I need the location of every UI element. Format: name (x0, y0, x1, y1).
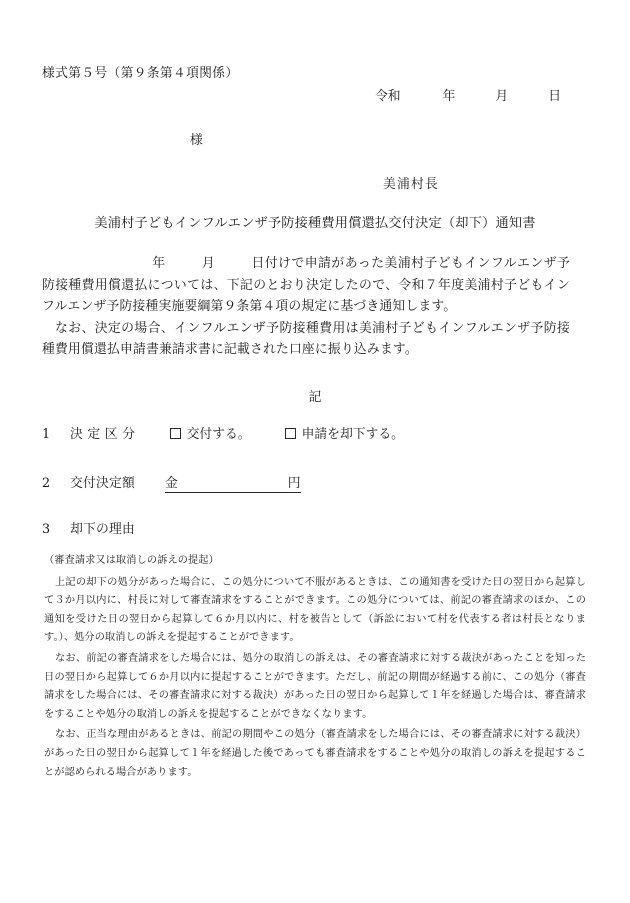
ki-mark: 記 (308, 390, 322, 405)
checkbox-grant-icon[interactable] (170, 428, 181, 439)
legal-notice-block (44, 552, 586, 784)
choice-grant-label: 交付する。 (186, 427, 251, 442)
body-paragraph-2: なお、決定の場合、インフルエンザ予防接種費用は美浦村子どもインフルエンザ予防接種費用償還払申請書兼請求書に記載された口座に振り込みます。 (42, 320, 570, 357)
amount-prefix-label: 金 (164, 476, 178, 491)
body-text-block (42, 253, 570, 361)
recipient-honorific: 様 (190, 133, 203, 148)
month-unit-inline: 月 (201, 256, 216, 271)
item-3-label: 却下の理由 (70, 522, 135, 537)
amount-suffix-label: 円 (287, 476, 301, 491)
issuer-name: 美浦村長 (383, 177, 439, 192)
month-unit-label: 月 (495, 89, 509, 104)
item-rejection-reason (42, 518, 135, 537)
year-unit-inline: 年 (152, 256, 166, 271)
amount-input-field[interactable] (165, 472, 301, 493)
item-3-number: 3 (42, 522, 51, 537)
legal-paragraph-3: なお、正当な理由があるときは、前記の期間やこの処分（審査請求をした場合には、その審査請求に対する裁決）があった日の翌日から起算して１年を経過した後であっても審査請求をすることや処分の取消しの訴えを提起することが認められる場合があります。 (44, 729, 586, 778)
item-decided-amount (42, 472, 301, 493)
item-2-label: 交付決定額 (70, 476, 135, 491)
legal-paragraph-2: なお、前記の審査請求をした場合には、処分の取消しの訴えは、その審査請求に対する裁決があったことを知った日の翌日から起算して６か月以内に提起することができます。ただし、前記の期間が経過する前に、この処分（審査請求をした場合には、その審査請求に対する裁決）があった日の翌日から起算して１年を経過した場合は、審査請求をすることや処分の取消しの訴えを提起することができなくなります。 (44, 652, 586, 720)
day-unit-label: 日 (548, 89, 561, 104)
item-1-label: 決定区分 (70, 427, 140, 442)
legal-notice-heading: （審査請求又は取消しの訴えの提起） (44, 555, 219, 566)
checkbox-reject-icon[interactable] (285, 428, 296, 439)
legal-paragraph-1: 上記の却下の処分があった場合に、この処分について不服があるときは、この通知書を受けた日の翌日から起算して３か月以内に、村長に対して審査請求をすることができます。この処分については、前記の審査請求のほか、この通知を受けた日の翌日から起算して６か月以内に、村を被告として（訴訟において村を代表する者は村長となります。）、処分の取消しの訴えを提起することができます。 (44, 576, 586, 644)
era-label: 令和 (375, 89, 401, 104)
body-paragraph-1-text: 日付けで申請があった美浦村子どもインフルエンザ予防接種費用償還払については、下記のとおり決定したので、令和７年度美浦村子どもインフルエンザ予防接種実施要綱第９条第４項の規定に基づき通知します。 (42, 256, 570, 314)
item-2-number: 2 (42, 476, 51, 491)
item-decision-category (42, 423, 404, 442)
item-1-number: 1 (42, 427, 51, 442)
choice-reject-label: 申請を却下する。 (301, 427, 404, 442)
date-line (375, 85, 561, 104)
year-unit-label: 年 (442, 89, 456, 104)
document-title: 美浦村子どもインフルエンザ予防接種費用償還払交付決定（却下）通知書 (94, 216, 536, 231)
body-paragraph-1 (42, 253, 570, 318)
form-number: 様式第５号（第９条第４項関係） (42, 66, 239, 81)
